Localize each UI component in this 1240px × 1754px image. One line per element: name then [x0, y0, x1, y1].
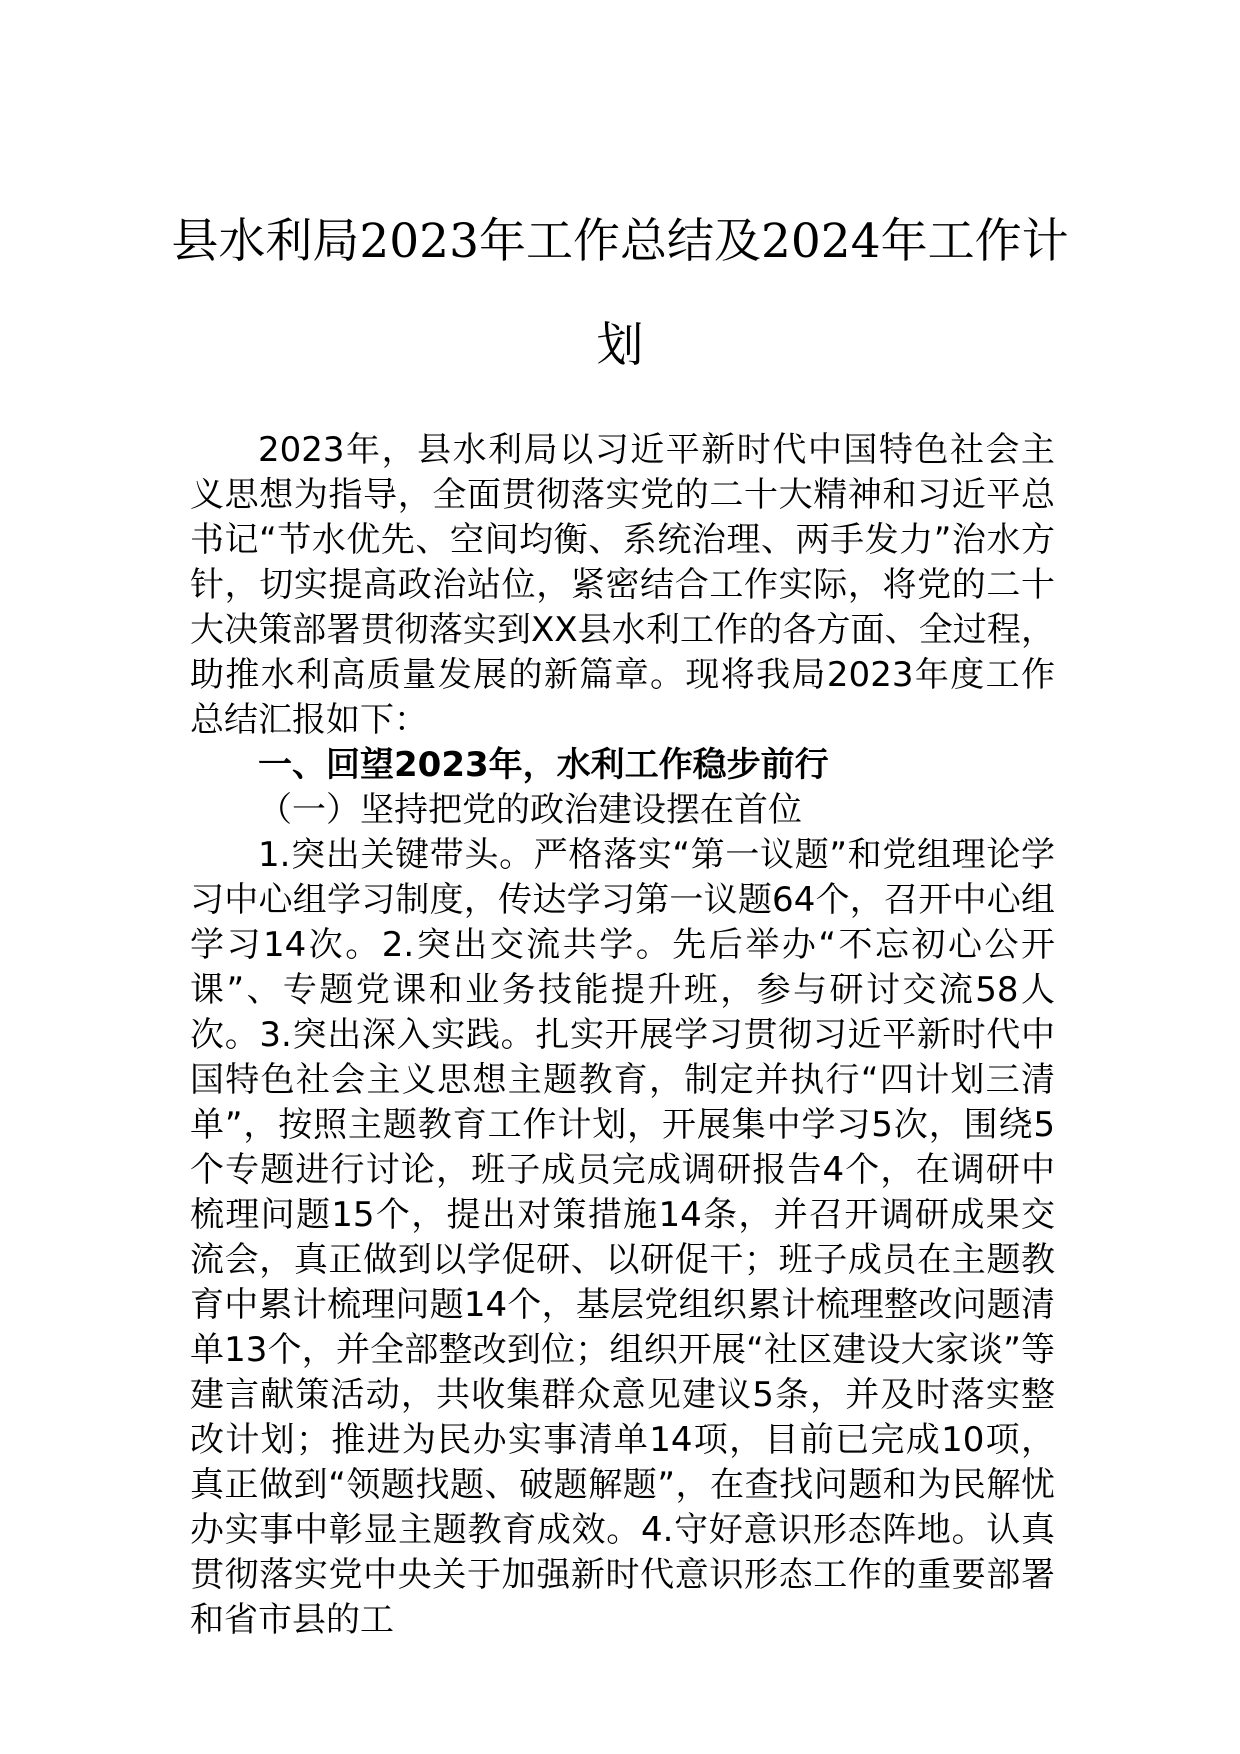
document-title	[170, 190, 1070, 398]
document-body	[190, 428, 1055, 1643]
title-line-2: 划	[596, 318, 644, 373]
intro-paragraph: 2023年，县水利局以习近平新时代中国特色社会主义思想为指导，全面贯彻落实党的二十大精神和习近平总书记“节水优先、空间均衡、系统治理、两手发力”治水方针，切实提高政治站位，紧密结合工作实际，将党的二十大决策部署贯彻落实到XX县水利工作的各方面、全过程，助推水利高质量发展的新篇章。现将我局2023年度工作总结汇报如下：	[190, 430, 1055, 740]
body-paragraph: 1.突出关键带头。严格落实“第一议题”和党组理论学习中心组学习制度，传达学习第一议题64个，召开中心组学习14次。2.突出交流共学。先后举办“不忘初心公开课”、专题党课和业务技能提升班，参与研讨交流58人次。3.突出深入实践。扎实开展学习贯彻习近平新时代中国特色社会主义思想主题教育，制定并执行“四计划三清单”，按照主题教育工作计划，开展集中学习5次，围绕5个专题进行讨论，班子成员完成调研报告4个，在调研中梳理问题15个，提出对策措施14条，并召开调研成果交流会，真正做到以学促研、以研促干；班子成员在主题教育中累计梳理问题14个，基层党组织累计梳理整改问题清单13个，并全部整改到位；组织开展“社区建设大家谈”等建言献策活动，共收集群众意见建议5条，并及时落实整改计划；推进为民办实事清单14项，目前已完成10项，真正做到“领题找题、破题解题”，在查找问题和为民解忧办实事中彰显主题教育成效。4.守好意识形态阵地。认真贯彻落实党中央关于加强新时代意识形态工作的重要部署和省市县的工	[190, 835, 1055, 1640]
subsection-heading: （一）坚持把党的政治建设摆在首位	[258, 790, 802, 830]
title-line-1: 县水利局2023年工作总结及2024年工作计	[171, 214, 1069, 269]
section-heading: 一、回望2023年，水利工作稳步前行	[258, 745, 829, 785]
